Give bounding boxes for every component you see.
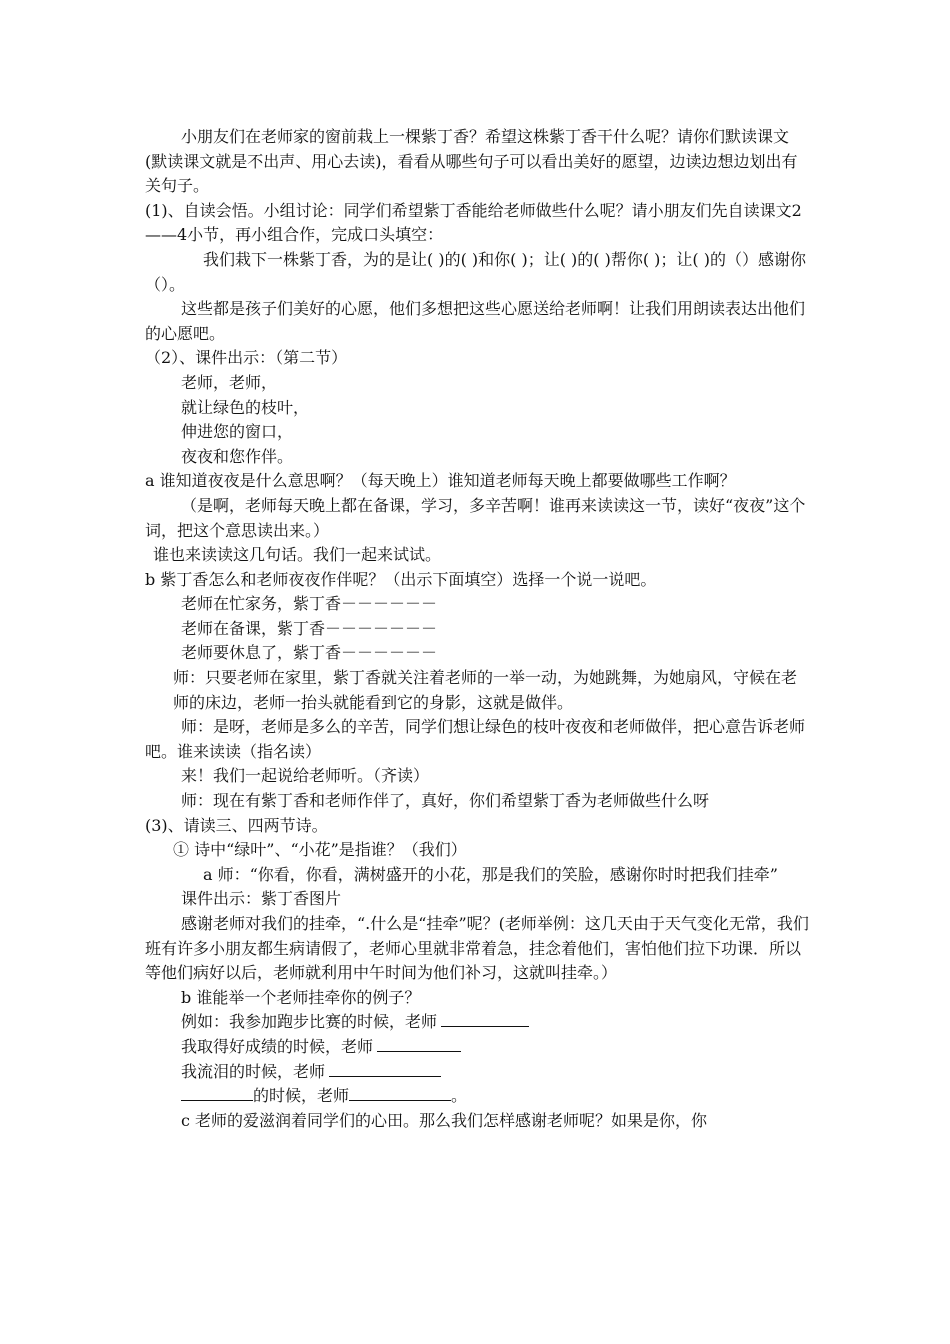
fill-line: 老师在备课，紫丁香－－－－－－－ [181, 618, 438, 638]
example-line-1 [145, 1010, 810, 1035]
poem-line: 伸进您的窗口， [181, 422, 294, 442]
paragraph-step-2: （2）、课件出示：（第二节） [145, 348, 348, 368]
example-text: 例如：我参加跑步比赛的时候，老师 [181, 1012, 438, 1032]
paragraph-step-3: (3)、请读三、四两节诗。 [145, 815, 328, 835]
paragraph-guaqian: 感谢老师对我们的挂牵，“.什么是“挂牵”呢？(老师举例：这几天由于天气变化无常，我们班有许多小朋友都生病请假了，老师心里就非常着急，挂念着他们，害怕他们拉下功课．所以等他们病好以后，老师就利用中午时间为他们补习，这就叫挂牵。） [145, 914, 809, 983]
poem-line: 就让绿色的枝叶， [181, 397, 310, 417]
answer-blank [441, 1011, 529, 1027]
paragraph-companion: 师：只要老师在家里，紫丁香就关注着老师的一举一动，为她跳舞，为她扇风，守候在老师的床边，老师一抬头就能看到它的身影，这就是做伴。 [173, 668, 798, 712]
paragraph-read-aloud: 来！我们一起说给老师听。（齐读） [181, 766, 430, 786]
paragraph-question-c: c 老师的爱滋润着同学们的心田。那么我们怎样感谢老师呢？如果是你，你 [181, 1110, 708, 1130]
answer-blank [377, 1036, 461, 1052]
paragraph-now: 师：现在有紫丁香和老师作伴了，真好，你们希望紫丁香为老师做些什么呀 [181, 791, 710, 811]
paragraph-wishes: 这些都是孩子们美好的心愿，他们多想把这些心愿送给老师啊！让我们用朗读表达出他们的心愿吧。 [145, 299, 806, 343]
paragraph-fill-sentence: 我们栽下一株紫丁香，为的是让( )的( )和你( )；让( )的( )帮你( )；让( )的（）感谢你（）。 [145, 249, 806, 294]
paragraph-question-1: ① 诗中“绿叶”、“小花”是指谁？（我们） [173, 840, 467, 860]
poem-line: 夜夜和您作伴。 [181, 446, 294, 466]
example-line-3 [145, 1060, 810, 1085]
fill-line: 老师要休息了，紫丁香－－－－－－ [181, 643, 438, 663]
answer-blank [329, 1061, 441, 1077]
paragraph-intro: 小朋友们在老师家的窗前栽上一棵紫丁香？希望这株紫丁香干什么呢？请你们默读课文(默读课文就是不出声、用心去读)，看看从哪些句子可以看出美好的愿望，边读边想边划出有关句子。 [145, 127, 798, 196]
example-text: 我取得好成绩的时候，老师 [181, 1036, 374, 1056]
example-end: 。 [451, 1086, 468, 1106]
paragraph-step-1: (1)、自读会悟。小组讨论：同学们希望紫丁香能给老师做些什么呢？请小朋友们先自读课文2——4小节，再小组合作，完成口头填空： [145, 200, 802, 245]
answer-blank [181, 1085, 253, 1101]
paragraph-question-b: b 紫丁香怎么和老师夜夜作伴呢？（出示下面填空）选择一个说一说吧。 [145, 569, 657, 589]
answer-blank [349, 1085, 451, 1101]
poem-line: 老师，老师， [181, 372, 278, 392]
paragraph-teacher-note: （是啊，老师每天晚上都在备课，学习，多辛苦啊！谁再来读读这一节，读好“夜夜”这个词，把这个意思读出来。） [145, 495, 806, 540]
paragraph-teacher-quote: a 师：“你看，你看，满树盛开的小花，那是我们的笑脸，感谢你时时把我们挂牵” [203, 864, 778, 884]
paragraph-question-b2: b 谁能举一个老师挂牵你的例子？ [181, 987, 421, 1007]
paragraph-question-a: a 谁知道夜夜是什么意思啊？（每天晚上）谁知道老师每天晚上都要做哪些工作啊？ [145, 471, 736, 491]
paragraph-slide: 课件出示：紫丁香图片 [181, 889, 342, 909]
fill-line: 老师在忙家务，紫丁香－－－－－－ [181, 594, 438, 614]
example-text: 的时候，老师 [253, 1086, 350, 1106]
example-line-2 [145, 1035, 810, 1060]
paragraph-hardwork: 师：是呀，老师是多么的辛苦，同学们想让绿色的枝叶夜夜和老师做伴，把心意告诉老师吧。谁来读读（指名读） [145, 717, 806, 761]
document-body [145, 125, 810, 1133]
paragraph-read-together: 谁也来读读这几句话。我们一起来试试。 [153, 545, 442, 565]
example-line-4 [145, 1084, 810, 1109]
example-text: 我流泪的时候，老师 [181, 1061, 326, 1081]
